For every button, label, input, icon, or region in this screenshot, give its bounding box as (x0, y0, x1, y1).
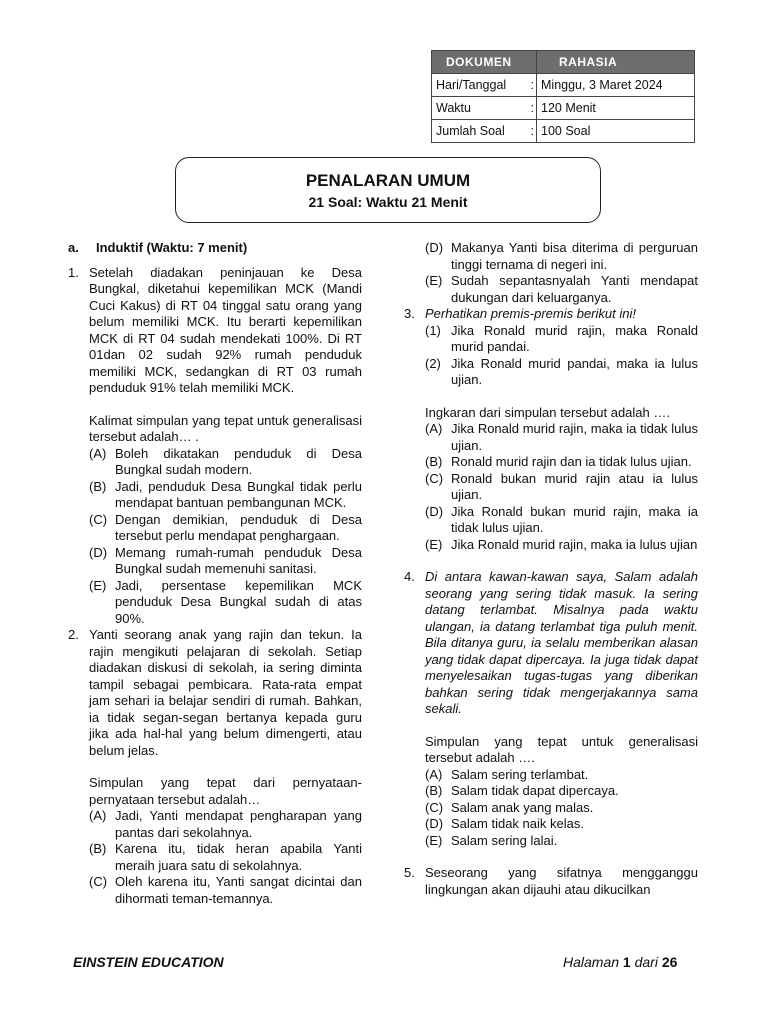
option-a (425, 421, 698, 454)
option-label: (C) (89, 511, 108, 527)
info-row (432, 97, 695, 120)
option-label: (C) (425, 470, 444, 486)
option-text: Jika Ronald bukan murid rajin, maka ia tidak lulus ujian. (451, 503, 698, 535)
option-label: (A) (425, 421, 443, 436)
question-4 (404, 569, 698, 849)
page-current: 1 (622, 954, 631, 970)
question-5 (404, 865, 698, 898)
option-text: Makanya Yanti bisa diterima di perguruan tinggi ternama di negeri ini. (451, 240, 698, 272)
question-2 (68, 627, 362, 907)
option-text: Boleh dikatakan penduduk di Desa Bungkal sudah modern. (115, 445, 362, 477)
option-b (425, 783, 698, 800)
left-column (68, 240, 362, 907)
page-mid: dari (634, 954, 658, 970)
option-d (425, 816, 698, 833)
option-e (425, 537, 698, 554)
premise-text: Jika Ronald murid rajin, maka Ronald murid pandai. (451, 322, 698, 354)
question-intro: Perhatikan premis-premis berikut ini! (425, 306, 636, 321)
page-title: PENALARAN UMUM (305, 171, 471, 190)
info-sep: : (530, 74, 537, 97)
option-label: (A) (89, 445, 107, 461)
document-label: DOKUMEN (432, 51, 537, 74)
option-text: Salam tidak dapat dipercaya. (451, 783, 619, 798)
option-label: (E) (425, 273, 443, 288)
footer-brand: EINSTEIN EDUCATION (73, 954, 224, 970)
option-d (425, 240, 698, 273)
info-sep: : (530, 97, 537, 120)
info-value: 120 Menit (537, 97, 695, 120)
option-text: Ronald murid rajin dan ia tidak lulus ujian. (451, 454, 692, 469)
page-subtitle: 21 Soal: Waktu 21 Menit (308, 194, 468, 210)
option-label: (C) (425, 799, 444, 815)
premise-1 (425, 323, 698, 356)
option-text: Jika Ronald murid rajin, maka ia lulus ujian (451, 536, 698, 552)
info-row (432, 74, 695, 97)
question-number: 3. (404, 306, 415, 321)
question-1 (68, 265, 362, 628)
secret-label: RAHASIA (537, 51, 695, 74)
option-b (425, 454, 698, 471)
option-label: (B) (89, 841, 107, 856)
section-label: a. (68, 240, 79, 255)
premise-text: Jika Ronald murid pandai, maka ia lulus ujian. (451, 355, 698, 387)
question-text: Setelah diadakan peninjauan ke Desa Bungkal, diketahui kepemilikan MCK (Mandi Cuci Kakus) di RT 04 tinggal satu orang yang belum memiliki MCK. Itu berarti kepemilikan MCK di RT 04 sudah mendekati 100%. Di RT 01dan 02 sudah 92% rumah penduduk memiliki MCK, sedangkan di RT 03 rumah penduduk 91% telah memiliki MCK. (89, 264, 362, 395)
option-text: Ronald bukan murid rajin atau ia lulus ujian. (451, 470, 698, 502)
option-label: (A) (425, 766, 443, 782)
question-text: Yanti seorang anak yang rajin dan tekun. Ia rajin mengikuti pelajaran di sekolah. Setiap diadakan diskusi di sekolah, ia sering diminta tampil sebagai pembicara. Rata-rata empat jam sehari ia belajar sendiri di rumah. Bahkan, ia tidak segan-segan bertanya kepada guru jika ada hal-hal yang belum dimengerti, atau belum jelas. (89, 627, 362, 758)
info-row (432, 120, 695, 143)
option-list (425, 421, 698, 553)
info-value: 100 Soal (537, 120, 695, 143)
option-label: (E) (89, 577, 107, 593)
option-text: Salam anak yang malas. (451, 799, 594, 815)
option-text: Jadi, Yanti mendapat pengharapan yang pantas dari sekolahnya. (115, 808, 362, 840)
option-list (425, 767, 698, 850)
premise-2 (425, 356, 698, 389)
question-prompt: Simpulan yang tepat untuk generalisasi tersebut adalah …. (425, 733, 698, 765)
option-text: Dengan demikian, penduduk di Desa tersebut perlu mendapat penghargaan. (115, 511, 362, 543)
question-prompt: Kalimat simpulan yang tepat untuk generalisasi tersebut adalah… . (89, 412, 362, 444)
option-list (89, 808, 362, 907)
option-text: Jika Ronald murid rajin, maka ia tidak lulus ujian. (451, 421, 698, 453)
option-label: (B) (89, 478, 107, 494)
right-column (404, 240, 698, 898)
option-e (425, 273, 698, 306)
option-e (425, 833, 698, 850)
question-prompt: Simpulan yang tepat dari pernyataan-pernyataan tersebut adalah… (89, 775, 362, 807)
option-label: (C) (89, 874, 108, 889)
option-c (89, 512, 362, 545)
option-list (89, 446, 362, 628)
premise-label: (2) (425, 355, 441, 371)
option-label: (B) (425, 783, 443, 798)
option-text: Karena itu, tidak heran apabila Yanti meraih juara satu di sekolahnya. (115, 841, 362, 873)
option-text: Sudah sepantasnyalah Yanti mendapat dukungan dari keluarganya. (451, 273, 698, 305)
question-number: 4. (404, 569, 415, 584)
document-info-table (431, 50, 695, 143)
option-label: (D) (89, 544, 108, 560)
question-prompt: Ingkaran dari simpulan tersebut adalah …. (425, 404, 670, 420)
option-c (89, 874, 362, 907)
option-text: Memang rumah-rumah penduduk Desa Bungkal sudah memenuhi sanitasi. (115, 544, 362, 576)
option-b (89, 841, 362, 874)
info-label: Hari/Tanggal (432, 74, 531, 97)
question-text: Di antara kawan-kawan saya, Salam adalah seorang yang sering tidak masuk. Ia sering datang terlambat. Misalnya pada waktu ulangan, ia datang terlambat tiga puluh menit. Bila ditanya guru, ia selalu memberikan alasan yang tidak dapat dipercaya. Ia juga tidak dapat menyelesaikan tugas-tugas yang diberikan bahkan sering tidak mengerjakannya sama sekali. (425, 569, 698, 716)
option-text: Salam sering lalai. (451, 832, 558, 848)
option-list (425, 240, 698, 306)
info-label: Jumlah Soal (432, 120, 531, 143)
premise-list (425, 323, 698, 389)
option-label: (D) (425, 503, 444, 519)
option-c (425, 471, 698, 504)
option-e (89, 578, 362, 628)
option-a (89, 446, 362, 479)
option-text: Jadi, penduduk Desa Bungkal tidak perlu mendapat bantuan pembangunan MCK. (115, 478, 362, 510)
option-label: (D) (425, 240, 444, 255)
premise-label: (1) (425, 322, 441, 338)
question-2-continued (404, 240, 698, 306)
option-a (425, 767, 698, 784)
page-prefix: Halaman (563, 954, 620, 970)
option-text: Salam tidak naik kelas. (451, 816, 584, 831)
option-c (425, 800, 698, 817)
option-label: (B) (425, 454, 443, 469)
question-number: 5. (404, 865, 415, 880)
info-label: Waktu (432, 97, 531, 120)
section-heading (68, 240, 362, 257)
option-text: Oleh karena itu, Yanti sangat dicintai dan dihormati teman-temannya. (115, 874, 362, 906)
section-title: Induktif (Waktu: 7 menit) (96, 240, 248, 255)
option-label: (A) (89, 808, 107, 823)
question-number: 1. (68, 264, 79, 280)
question-3 (404, 306, 698, 553)
option-b (89, 479, 362, 512)
option-label: (E) (425, 536, 443, 552)
option-d (425, 504, 698, 537)
page-total: 26 (661, 954, 678, 970)
option-a (89, 808, 362, 841)
question-text: Seseorang yang sifatnya mengganggu lingkungan akan dijauhi atau dikucilkan (425, 865, 698, 897)
option-d (89, 545, 362, 578)
title-box (175, 157, 601, 223)
option-label: (D) (425, 816, 444, 831)
page-number (563, 954, 677, 970)
info-value: Minggu, 3 Maret 2024 (537, 74, 695, 97)
question-number: 2. (68, 627, 79, 642)
option-text: Salam sering terlambat. (451, 766, 589, 782)
option-text: Jadi, persentase kepemilikan MCK penduduk Desa Bungkal sudah di atas 90%. (115, 577, 362, 626)
info-sep: : (530, 120, 537, 143)
option-label: (E) (425, 832, 443, 848)
